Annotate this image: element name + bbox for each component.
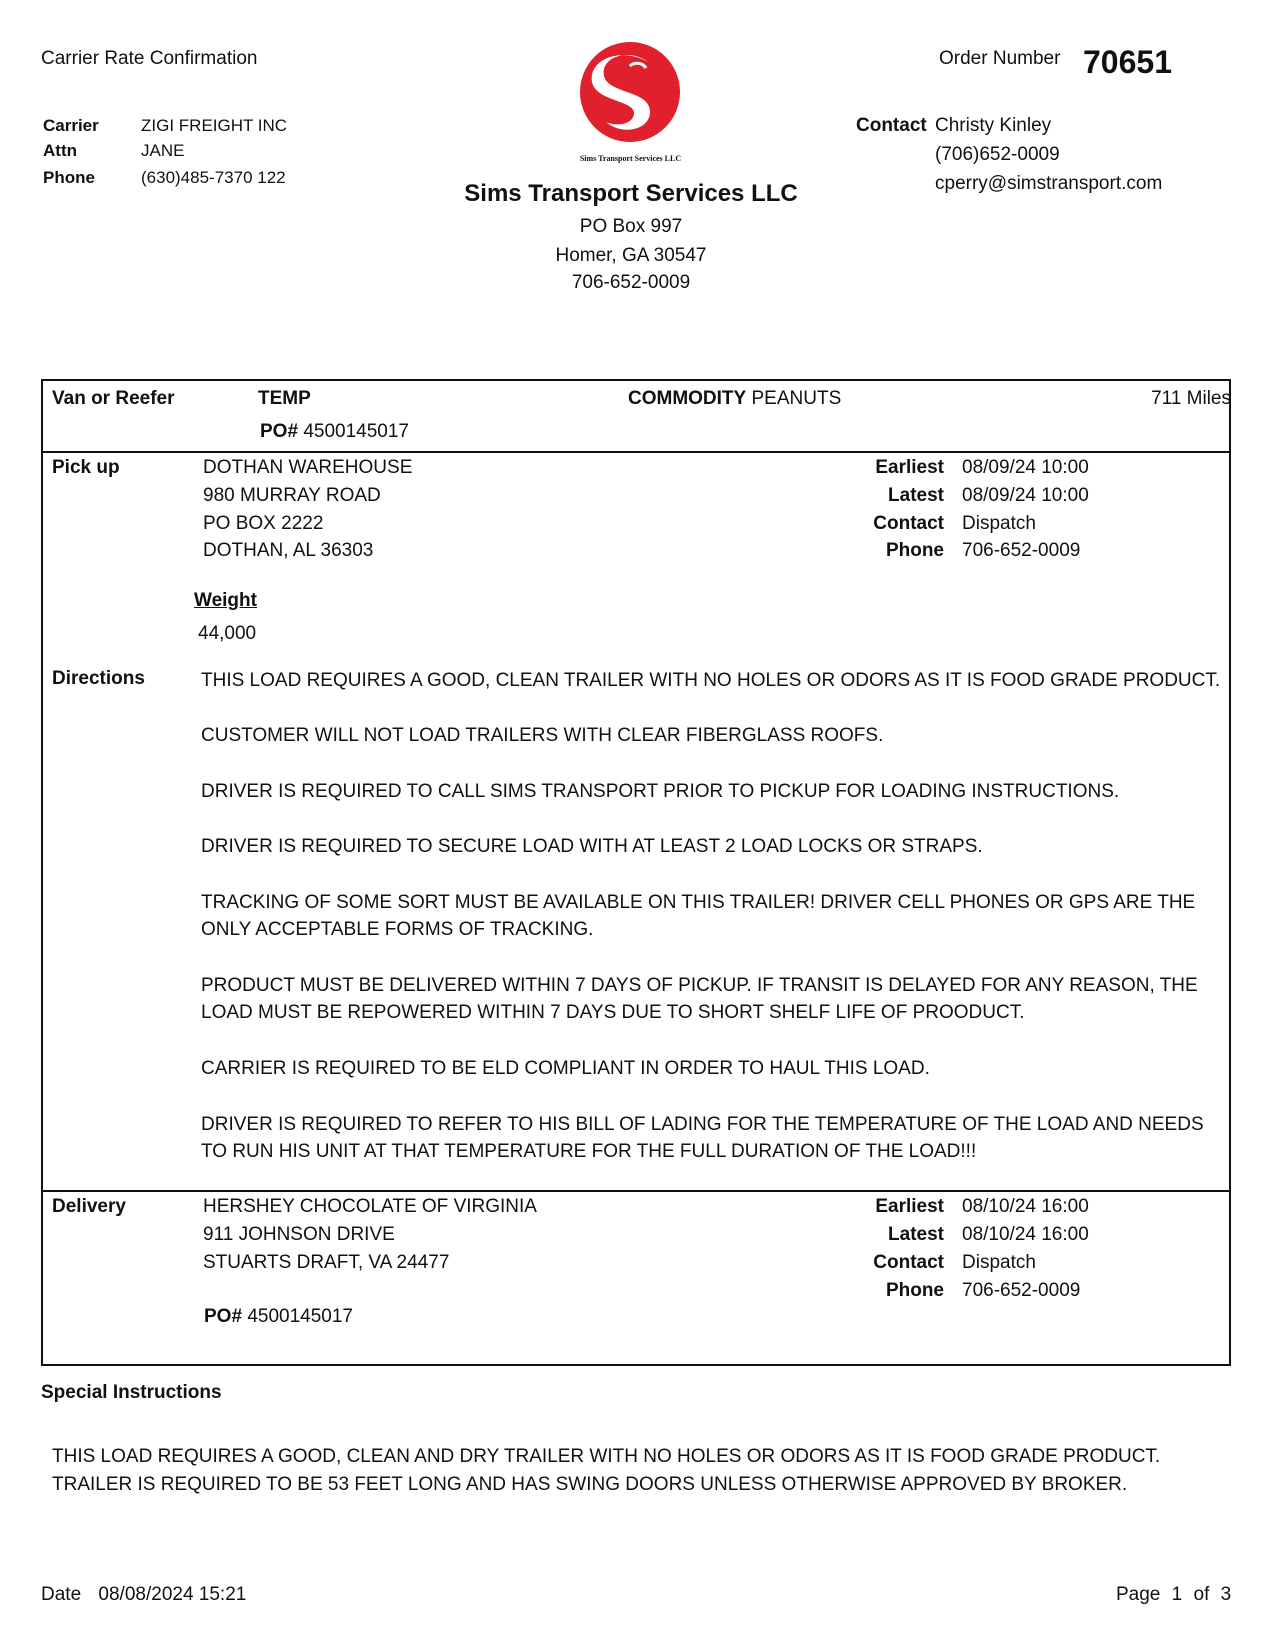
pickup-phone: 706-652-0009 [962,540,1081,561]
company-city: Homer, GA 30547 [555,245,707,266]
load-po [260,421,409,443]
commodity-value: PEANUTS [751,388,842,409]
delivery-earliest: 08/10/24 16:00 [962,1196,1089,1217]
load-po-label: PO# [260,421,299,442]
direction-item: DRIVER IS REQUIRED TO SECURE LOAD WITH AT LEAST 2 LOAD LOCKS OR STRAPS. [201,836,983,857]
special-instructions-label: Special Instructions [41,1382,222,1403]
commodity-label: COMMODITY [628,388,747,409]
carrier-phone-value: (630)485-7370 122 [141,168,286,187]
delivery-earliest-label: Earliest [875,1196,944,1217]
delivery-contact-label: Contact [873,1252,944,1273]
delivery-address-line: 911 JOHNSON DRIVE [203,1224,395,1245]
direction-item: DRIVER IS REQUIRED TO CALL SIMS TRANSPORT PRIOR TO PICKUP FOR LOADING INSTRUCTIONS. [201,781,1120,802]
page-label: Page [1116,1584,1161,1605]
weight-label: Weight [194,590,257,611]
equipment-label: Van or Reefer [52,388,175,409]
pickup-address-line: PO BOX 2222 [203,513,324,534]
pickup-address-line: DOTHAN WAREHOUSE [203,457,413,478]
delivery-address-line: STUARTS DRAFT, VA 24477 [203,1252,450,1273]
pickup-earliest: 08/09/24 10:00 [962,457,1089,478]
pickup-earliest-label: Earliest [875,457,944,478]
pickup-label: Pick up [52,457,120,478]
contact-name: Christy Kinley [935,115,1052,136]
company-logo [570,40,690,158]
pickup-address-line: 980 MURRAY ROAD [203,485,381,506]
direction-item: THIS LOAD REQUIRES A GOOD, CLEAN TRAILER WITH NO HOLES OR ODORS AS IT IS FOOD GRADE PRODUCT. [201,670,1221,691]
contact-label: Contact [856,115,927,136]
divider-pickup [41,451,1231,453]
delivery-po-value: 4500145017 [247,1306,353,1327]
carrier-phone-label: Phone [43,168,95,187]
direction-item: DRIVER IS REQUIRED TO REFER TO HIS BILL OF LADING FOR THE TEMPERATURE OF THE LOAD AND NEEDS TO RUN HIS UNIT AT THAT TEMPERATURE FOR THE FULL DURATION OF THE LOAD!!! [201,1114,1204,1162]
pickup-latest-label: Latest [888,485,944,506]
order-number-label: Order Number [939,48,1061,69]
attn-value: JANE [141,141,185,160]
pickup-latest: 08/09/24 10:00 [962,485,1089,506]
pickup-phone-label: Phone [885,540,944,561]
commodity [628,388,841,410]
order-number: 70651 [1083,44,1172,80]
company-name: Sims Transport Services LLC [464,180,798,207]
direction-item: CARRIER IS REQUIRED TO BE ELD COMPLIANT IN ORDER TO HAUL THIS LOAD. [201,1058,930,1079]
date-value: 08/08/2024 15:21 [98,1584,247,1605]
delivery-address-line: HERSHEY CHOCOLATE OF VIRGINIA [203,1196,537,1217]
weight-value: 44,000 [198,623,257,644]
delivery-po-label: PO# [204,1306,243,1327]
page-number: 1 [1171,1584,1183,1605]
print-date [41,1584,246,1606]
page-indicator [1116,1584,1231,1606]
sims-s-logo-icon [570,40,690,158]
page-total: 3 [1220,1584,1232,1605]
divider-delivery [41,1190,1231,1192]
delivery-contact: Dispatch [962,1252,1036,1273]
delivery-latest: 08/10/24 16:00 [962,1224,1089,1245]
pickup-contact: Dispatch [962,513,1036,534]
contact-email[interactable]: cperry@simstransport.com [935,173,1163,194]
direction-item: CUSTOMER WILL NOT LOAD TRAILERS WITH CLEAR FIBERGLASS ROOFS. [201,725,884,746]
pickup-contact-label: Contact [873,513,944,534]
page-of-label: of [1193,1584,1210,1605]
carrier-value: ZIGI FREIGHT INC [141,116,288,135]
load-po-value: 4500145017 [303,421,409,442]
pickup-address-line: DOTHAN, AL 36303 [203,540,374,561]
contact-phone: (706)652-0009 [935,144,1060,165]
direction-item: TRACKING OF SOME SORT MUST BE AVAILABLE ON THIS TRAILER! DRIVER CELL PHONES OR GPS ARE THE ONLY ACCEPTABLE FORMS OF TRACKING. [201,892,1196,940]
document-title: Carrier Rate Confirmation [41,48,258,69]
special-instruction-line: TRAILER IS REQUIRED TO BE 53 FEET LONG AND HAS SWING DOORS UNLESS OTHERWISE APPROVED BY BROKER. [52,1474,1128,1495]
attn-label: Attn [43,141,77,160]
temp-label: TEMP [258,388,311,409]
company-po-box: PO Box 997 [579,216,683,237]
carrier-label: Carrier [43,116,99,135]
logo-caption: Sims Transport Services LLC [579,154,682,163]
special-instruction-line: THIS LOAD REQUIRES A GOOD, CLEAN AND DRY TRAILER WITH NO HOLES OR ODORS AS IT IS FOOD GRADE PRODUCT. [52,1446,1161,1467]
delivery-label: Delivery [52,1196,126,1217]
date-label: Date [41,1584,82,1605]
delivery-po [204,1306,353,1328]
miles: 711 Miles [1151,388,1231,409]
company-phone: 706-652-0009 [571,272,691,293]
direction-item: PRODUCT MUST BE DELIVERED WITHIN 7 DAYS OF PICKUP. IF TRANSIT IS DELAYED FOR ANY REASON, THE LOAD MUST BE REPOWERED WITHIN 7 DAYS DUE TO SHORT SHELF LIFE OF PROODUCT. [201,975,1198,1023]
delivery-latest-label: Latest [888,1224,944,1245]
delivery-phone-label: Phone [885,1280,944,1301]
directions-label: Directions [52,668,145,689]
delivery-phone: 706-652-0009 [962,1280,1081,1301]
